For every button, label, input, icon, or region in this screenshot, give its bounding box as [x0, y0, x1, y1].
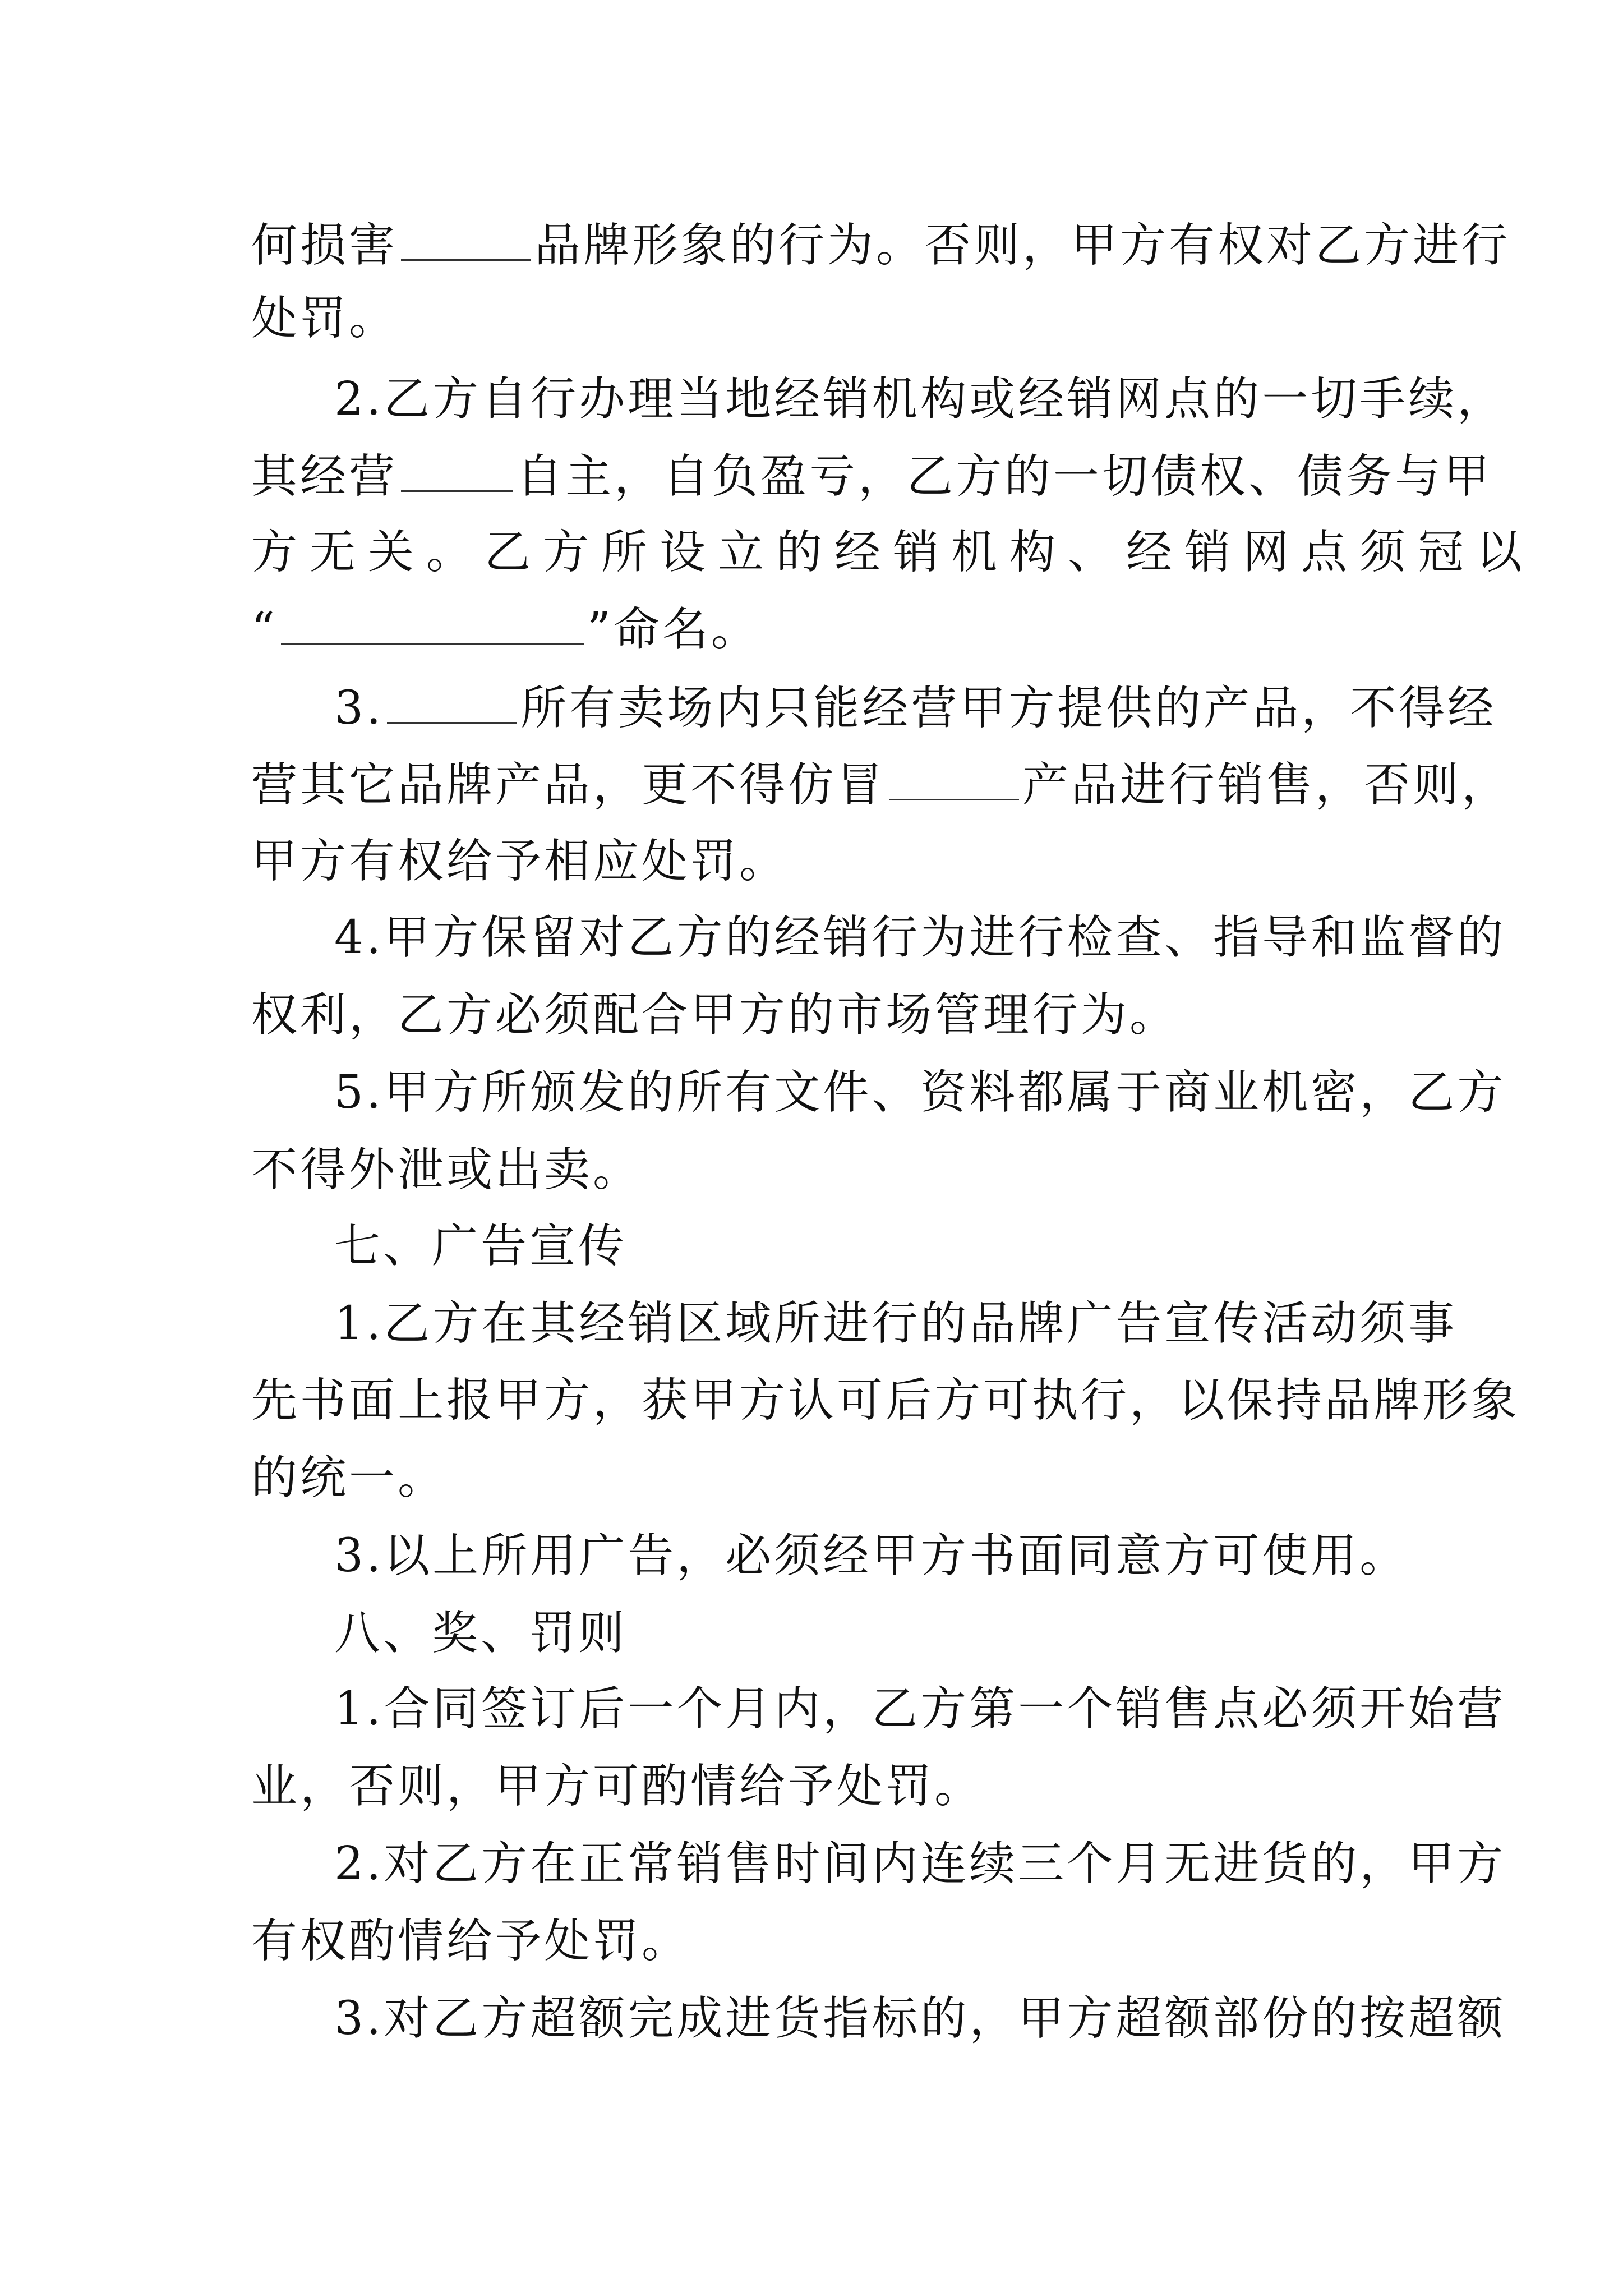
fill-in-blank [387, 683, 517, 724]
text-line [251, 212, 1511, 279]
text-segment: 先书面上报甲方，获甲方认可后方可执行，以保持品牌形象 [251, 1374, 1520, 1427]
text-segment: 不得外泄或出卖。 [251, 1143, 642, 1197]
text-line [251, 1367, 1520, 1434]
text-segment: 处罚。 [251, 292, 398, 345]
text-segment: 1.乙方在其经销区域所进行的品牌广告宣传活动须事 [334, 1297, 1458, 1350]
text-segment: 品牌形象的行为。否则，甲方有权对乙方进行 [534, 219, 1511, 272]
fill-in-blank [401, 451, 513, 492]
text-line [251, 1137, 1395, 1204]
text-segment: “ [251, 603, 278, 656]
text-segment: 有权酌情给予处罚。 [251, 1915, 691, 1968]
paragraph-start [334, 1522, 1409, 1590]
text-segment: 3.对乙方超额完成进货指标的，甲方超额部份的按超额 [334, 1992, 1506, 2045]
paragraph-start [334, 675, 1497, 742]
text-segment: 所有卖场内只能经营甲方提供的产品，不得经 [520, 682, 1497, 735]
text-segment: 营其它品牌产品，更不得仿冒 [251, 758, 886, 812]
text-line [251, 285, 1395, 352]
text-segment: 业，否则，甲方可酌情给予处罚。 [251, 1760, 984, 1813]
text-segment: 的统一。 [251, 1451, 447, 1504]
section-heading [334, 1213, 1395, 1280]
text-segment: 2.乙方自行办理当地经销机构或经销网点的一切手续， [334, 372, 1506, 426]
paragraph-start [334, 1059, 1506, 1126]
section-heading [334, 1600, 1395, 1667]
text-line [251, 828, 1395, 895]
text-segment: 其经营 [251, 450, 398, 503]
text-segment: 甲方有权给予相应处罚。 [251, 835, 789, 888]
text-line [251, 1444, 1395, 1512]
text-segment: 七、广告宣传 [334, 1220, 628, 1273]
text-segment: 权利，乙方必须配合甲方的市场管理行为。 [251, 988, 1179, 1042]
paragraph-start [334, 904, 1506, 972]
text-segment: 方无关。乙方所设立的经销机构、经销网点须冠以 [251, 526, 1535, 579]
text-segment: 何损害 [251, 219, 398, 272]
fill-in-blank [889, 760, 1019, 800]
text-segment: 3.以上所用广告，必须经甲方书面同意方可使用。 [334, 1529, 1409, 1582]
text-line [251, 443, 1493, 510]
text-segment: 2.对乙方在正常销售时间内连续三个月无进货的，甲方 [334, 1837, 1506, 1890]
text-segment: 3. [334, 682, 384, 735]
text-line [251, 1908, 1395, 1975]
text-segment: 产品进行销售，否则， [1022, 758, 1511, 812]
text-segment: 八、奖、罚则 [334, 1607, 628, 1660]
fill-in-blank [281, 604, 584, 645]
text-line [251, 596, 1395, 664]
text-segment: 1.合同签订后一个月内，乙方第一个销售点必须开始营 [334, 1682, 1506, 1736]
paragraph-start [334, 1830, 1506, 1898]
text-line [251, 519, 1535, 586]
text-segment: ”命名。 [587, 603, 760, 656]
text-segment: 5.甲方所颁发的所有文件、资料都属于商业机密，乙方 [334, 1066, 1506, 1119]
paragraph-start [334, 1290, 1458, 1358]
text-line [251, 1753, 1395, 1820]
paragraph-start [334, 1985, 1506, 2053]
text-line [251, 982, 1395, 1049]
fill-in-blank [401, 220, 531, 261]
paragraph-start [334, 366, 1506, 433]
text-segment: 4.甲方保留对乙方的经销行为进行检查、指导和监督的 [334, 911, 1506, 964]
text-line [251, 752, 1511, 819]
paragraph-start [334, 1676, 1506, 1743]
text-segment: 自主，自负盈亏，乙方的一切债权、债务与甲 [517, 450, 1493, 503]
